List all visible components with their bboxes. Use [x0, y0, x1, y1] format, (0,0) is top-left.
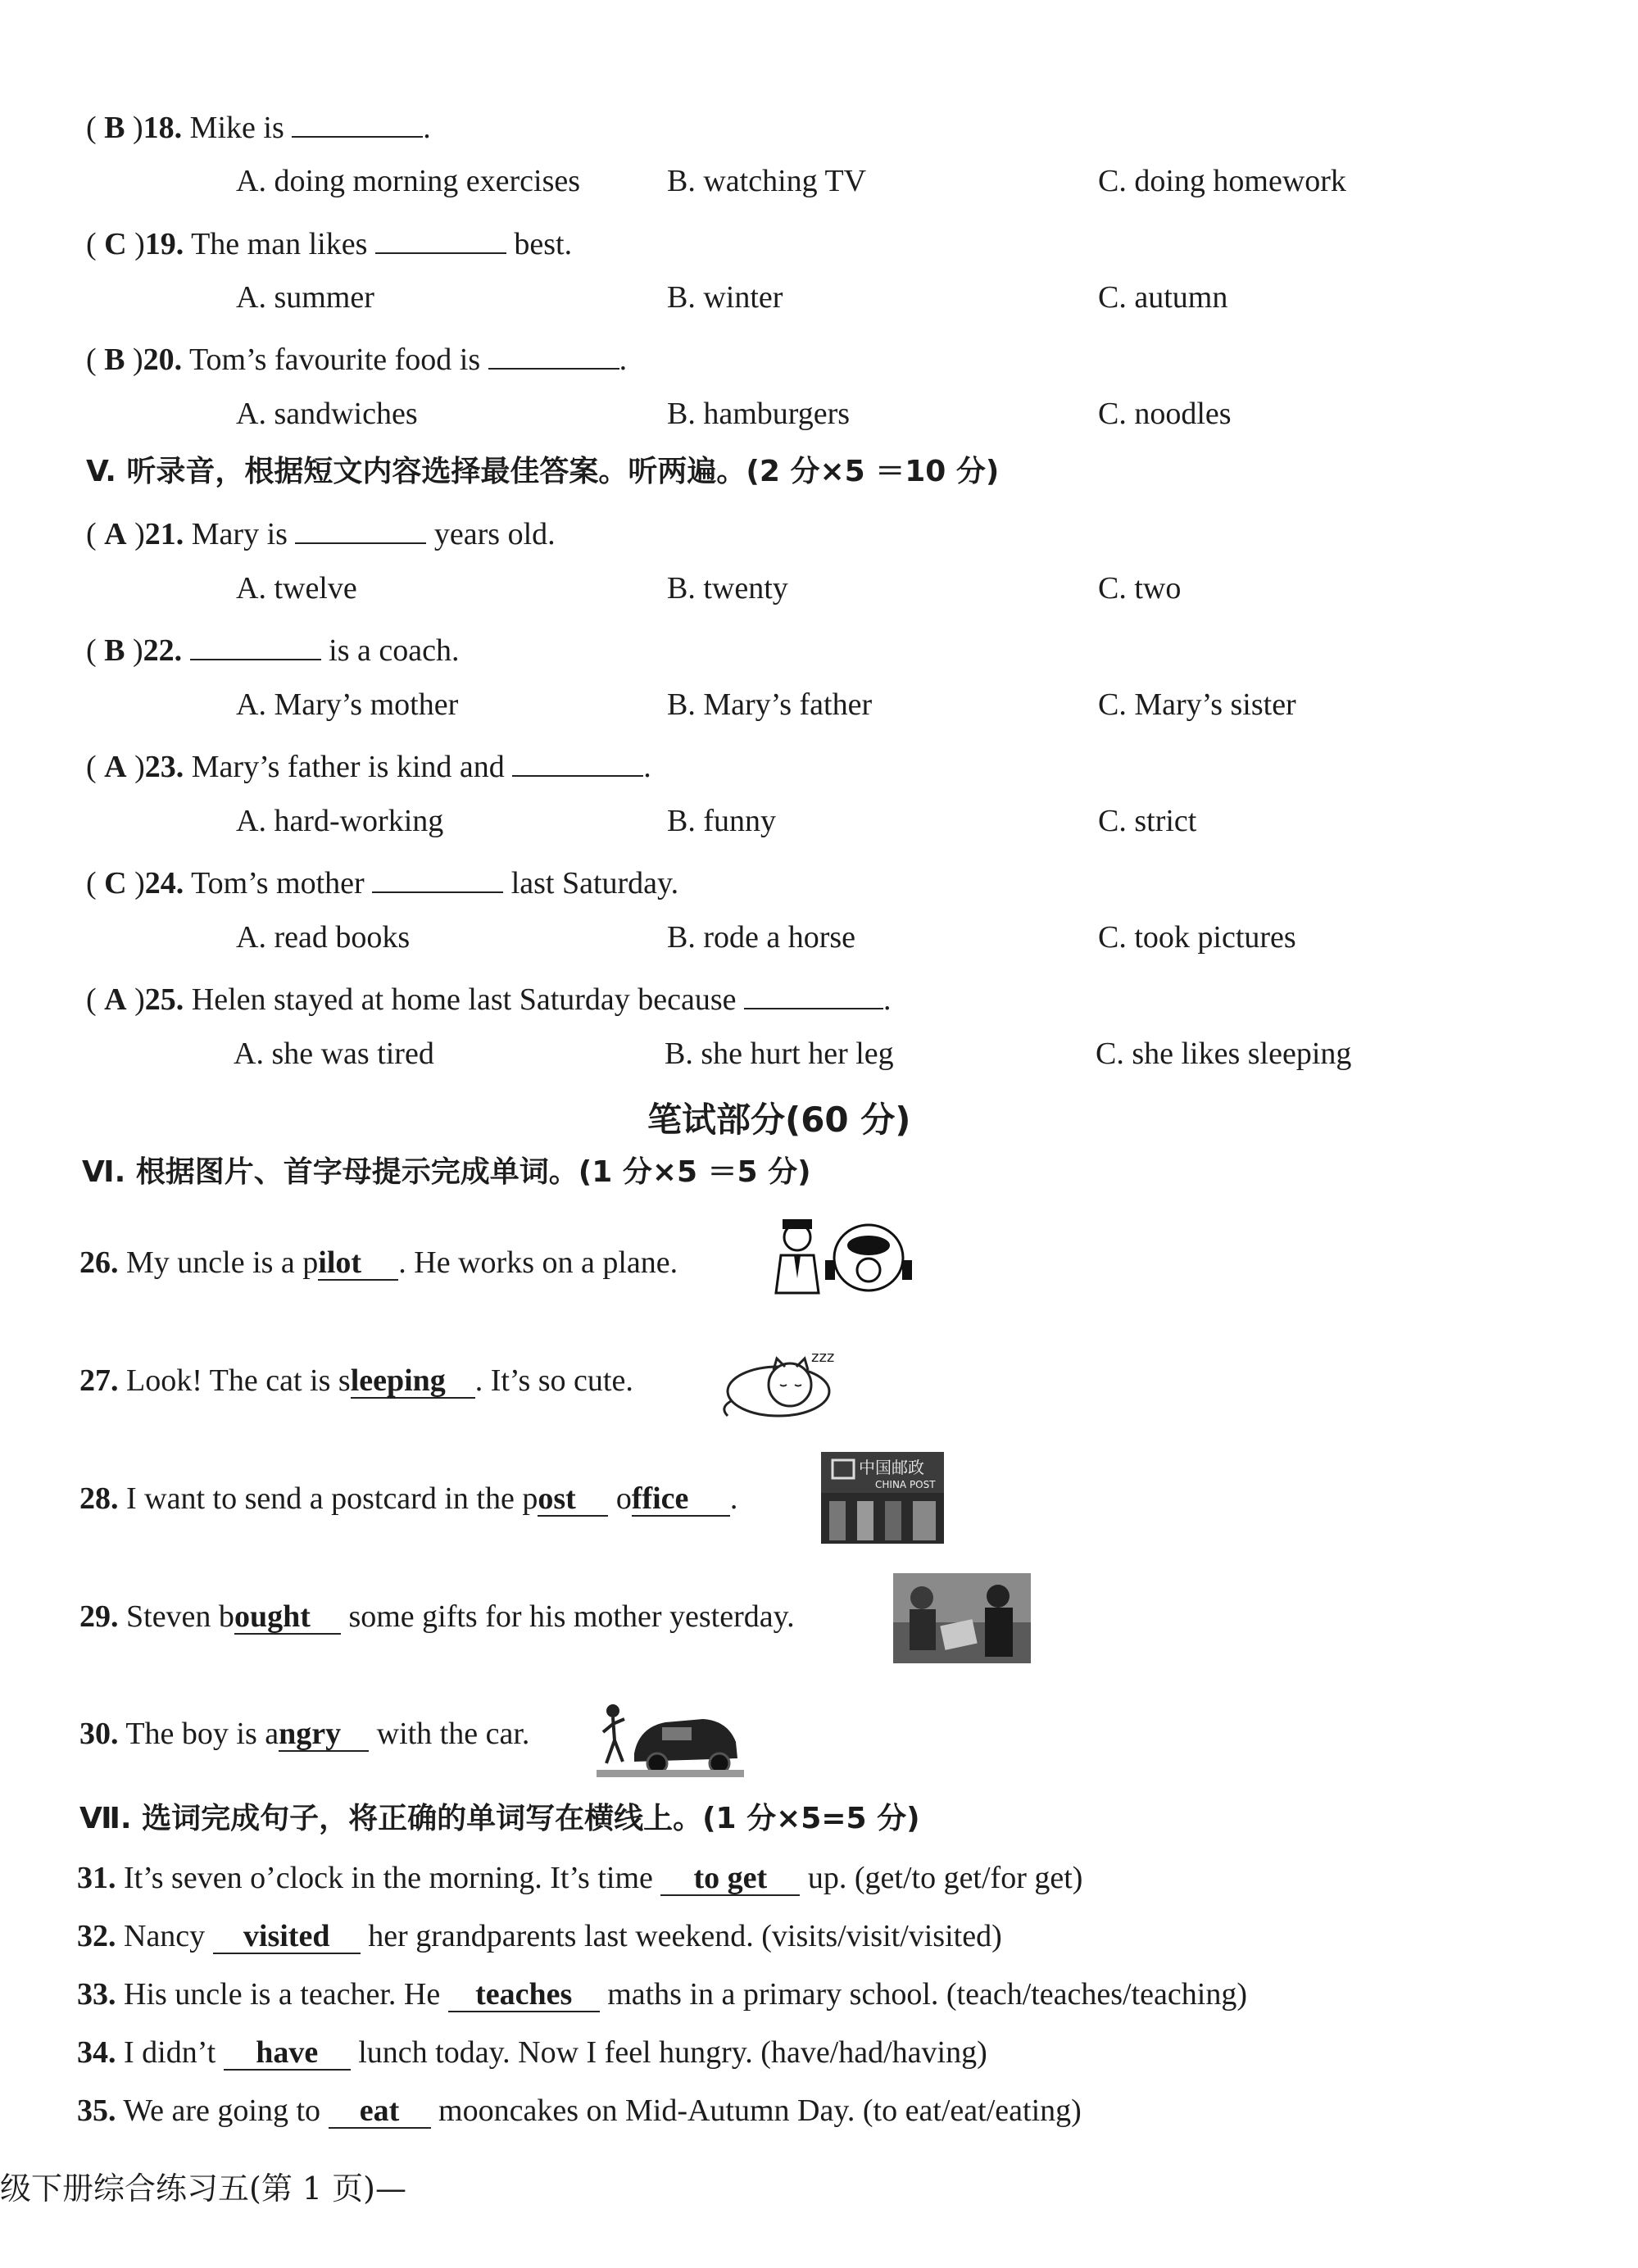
answer-28a: ost	[538, 1482, 608, 1517]
option-c: C. two	[1098, 571, 1182, 606]
section-6-heading: Ⅵ. 根据图片、首字母提示完成单词。(1 分×5 ＝5 分)	[82, 1155, 811, 1189]
blank	[488, 337, 619, 370]
option-c: C. noodles	[1098, 397, 1232, 431]
question-24: ( C )24. Tom’s mother last Saturday.	[86, 860, 678, 902]
option-b: B. Mary’s father	[667, 687, 873, 722]
sleep-text: zzz	[811, 1349, 835, 1366]
answer-24: C	[104, 866, 127, 900]
answer-20: B	[104, 342, 125, 377]
section-5-heading: V. 听录音，根据短文内容选择最佳答案。听两遍。(2 分×5 ＝10 分)	[86, 455, 1000, 488]
question-30: 30. The boy is angry with the car.	[79, 1717, 530, 1751]
option-a: A. hard-working	[236, 804, 444, 838]
answer-31: to get	[660, 1862, 800, 1896]
option-a: A. summer	[236, 280, 374, 315]
section-7-heading: Ⅶ. 选词完成句子，将正确的单词写在横线上。(1 分×5=5 分)	[79, 1802, 920, 1835]
question-27: 27. Look! The cat is sleeping . It’s so cute.	[79, 1363, 633, 1398]
option-b: B. funny	[667, 804, 776, 838]
answer-19: C	[104, 227, 127, 261]
question-34: 34. I didn’t have lunch today. Now I feel hungry. (have/had/having)	[77, 2035, 987, 2070]
question-25: ( A )25. Helen stayed at home last Saturday because .	[86, 977, 892, 1018]
question-32: 32. Nancy visited her grandparents last weekend. (visits/visit/visited)	[77, 1919, 1002, 1953]
option-c: C. Mary’s sister	[1098, 687, 1296, 722]
option-b: B. rode a horse	[667, 920, 856, 955]
option-a: A. sandwiches	[236, 397, 418, 431]
option-b: B. hamburgers	[667, 397, 851, 431]
option-a: A. doing morning exercises	[236, 164, 581, 198]
page-footer: 级下册综合练习五(第 1 页)—	[0, 2170, 406, 2207]
answer-29: ought	[234, 1600, 341, 1635]
option-c: C. autumn	[1098, 280, 1228, 315]
answer-23: A	[104, 750, 127, 784]
angry-boy-car-picture	[597, 1699, 744, 1777]
answer-26: ilot	[318, 1246, 398, 1281]
pilot-plane-picture	[758, 1213, 914, 1299]
option-c: C. she likes sleeping	[1096, 1036, 1352, 1071]
answer-27: leeping	[351, 1364, 475, 1399]
answer-30: ngry	[279, 1717, 369, 1752]
answer-35: eat	[329, 2094, 431, 2129]
question-21: ( A )21. Mary is years old.	[86, 511, 556, 553]
answer-32: visited	[213, 1920, 361, 1954]
blank	[372, 860, 503, 893]
sign-text-en: CHINA POST	[875, 1479, 936, 1490]
blank	[295, 511, 426, 544]
blank	[292, 105, 423, 138]
answer-18: B	[104, 111, 125, 145]
question-28: 28. I want to send a postcard in the post office .	[79, 1481, 738, 1516]
answer-22: B	[104, 633, 125, 668]
option-b: B. winter	[667, 280, 783, 315]
blank	[375, 221, 506, 254]
question-19: ( C )19. The man likes best.	[86, 221, 572, 263]
answer-33: teaches	[448, 1978, 600, 2012]
option-c: C. took pictures	[1098, 920, 1296, 955]
shopping-picture	[893, 1573, 1031, 1663]
question-29: 29. Steven bought some gifts for his mother yesterday.	[79, 1599, 795, 1634]
option-a: A. she was tired	[234, 1036, 434, 1071]
question-23: ( A )23. Mary’s father is kind and .	[86, 744, 651, 786]
question-18: ( B )18. Mike is .	[86, 105, 431, 147]
question-35: 35. We are going to eat mooncakes on Mid-Autumn Day. (to eat/eat/eating)	[77, 2093, 1082, 2128]
option-a: A. twelve	[236, 571, 357, 606]
question-26: 26. My uncle is a pilot . He works on a plane.	[79, 1245, 678, 1280]
answer-34: have	[224, 2036, 351, 2071]
option-a: A. Mary’s mother	[236, 687, 459, 722]
blank	[190, 628, 321, 660]
question-33: 33. His uncle is a teacher. He teaches maths in a primary school. (teach/teaches/teaching)	[77, 1977, 1247, 2012]
sleeping-cat-picture	[715, 1344, 846, 1422]
answer-28b: ffice	[632, 1482, 730, 1517]
blank	[744, 977, 883, 1009]
option-c: C. doing homework	[1098, 164, 1346, 198]
question-22: ( B )22. is a coach.	[86, 628, 459, 669]
option-b: B. twenty	[667, 571, 788, 606]
blank	[512, 744, 643, 777]
option-b: B. watching TV	[667, 164, 867, 198]
question-31: 31. It’s seven o’clock in the morning. It’s time to get up. (get/to get/for get)	[77, 1861, 1083, 1895]
post-office-picture	[821, 1452, 944, 1544]
question-20: ( B )20. Tom’s favourite food is .	[86, 337, 627, 379]
written-part-title: 笔试部分(60 分)	[647, 1100, 911, 1140]
option-b: B. she hurt her leg	[665, 1036, 894, 1071]
option-c: C. strict	[1098, 804, 1197, 838]
option-a: A. read books	[236, 920, 411, 955]
answer-25: A	[104, 982, 127, 1017]
answer-21: A	[104, 517, 127, 551]
sign-text: 中国邮政	[859, 1458, 924, 1477]
